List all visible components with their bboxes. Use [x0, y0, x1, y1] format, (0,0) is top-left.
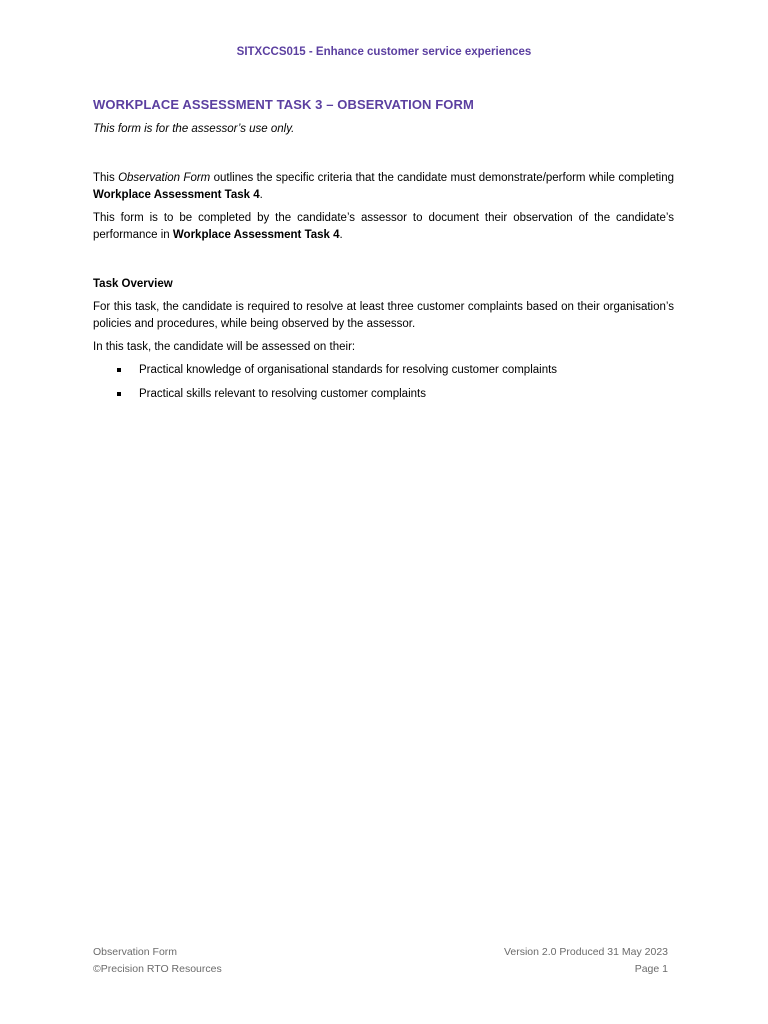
intro-text: This form is to be completed by the candidate’s assessor to document their observation of the candidate’s performance in	[93, 212, 674, 241]
footer-page-number: Page 1	[634, 963, 668, 975]
document-title: WORKPLACE ASSESSMENT TASK 3 – OBSERVATION FORM	[93, 97, 474, 112]
document-body	[93, 96, 674, 410]
page-footer	[93, 944, 668, 978]
observation-form-emphasis: Observation Form	[118, 172, 211, 184]
intro-paragraph-1	[93, 170, 674, 204]
task-reference: Workplace Assessment Task 4	[172, 229, 340, 241]
footer-row	[93, 961, 668, 978]
intro-paragraph-2	[93, 210, 674, 244]
list-item	[93, 362, 674, 379]
footer-form-name: Observation Form	[93, 946, 178, 958]
list-item-text: Practical skills relevant to resolving customer complaints	[139, 388, 426, 400]
task-overview-heading: Task Overview	[93, 278, 173, 290]
square-bullet-icon	[117, 392, 121, 396]
list-item	[93, 386, 674, 403]
footer-row	[93, 944, 668, 961]
assessor-note: This form is for the assessor’s use only.	[93, 123, 295, 135]
footer-copyright: ©Precision RTO Resources	[93, 963, 222, 975]
list-item-text: Practical knowledge of organisational standards for resolving customer complaints	[139, 364, 558, 376]
intro-text: This	[93, 172, 119, 184]
page-header: SITXCCS015 - Enhance customer service experiences	[236, 46, 532, 58]
assessment-criteria-list	[93, 362, 674, 403]
square-bullet-icon	[117, 368, 121, 372]
intro-text: outlines the specific criteria that the candidate must demonstrate/perform while completing	[210, 172, 675, 184]
task-reference: Workplace Assessment Task 4	[93, 189, 260, 201]
overview-paragraph-1: For this task, the candidate is required to resolve at least three customer complaints based on their organisation’s policies and procedures, while being observed by the assessor.	[93, 301, 674, 330]
intro-text: .	[259, 189, 263, 201]
footer-version: Version 2.0 Produced 31 May 2023	[503, 946, 668, 958]
intro-text: .	[339, 229, 343, 241]
overview-paragraph-2: In this task, the candidate will be assessed on their:	[93, 341, 356, 353]
